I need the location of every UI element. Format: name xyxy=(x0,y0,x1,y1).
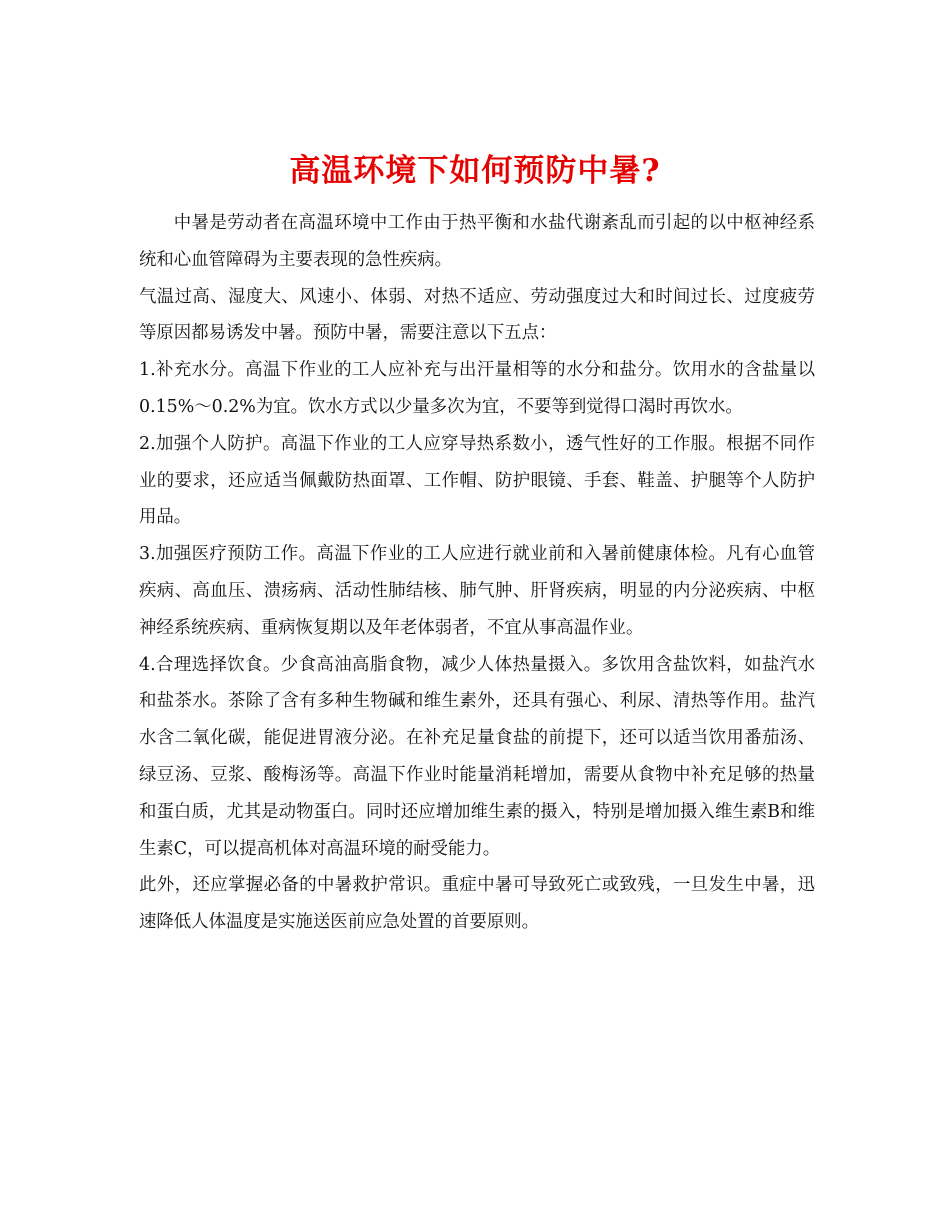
closing-paragraph: 此外，还应掌握必备的中暑救护常识。重症中暑可导致死亡或致残，一旦发生中暑，迅速降低人体温度是实施送医前应急处置的首要原则。 xyxy=(139,875,815,933)
point-1-paragraph: 1.补充水分。高温下作业的工人应补充与出汗量相等的水分和盐分。饮用水的含盐量以0.15%～0.2%为宜。饮水方式以少量多次为宜，不要等到觉得口渴时再饮水。 xyxy=(139,360,815,417)
intro-paragraph: 中暑是劳动者在高温环境中工作由于热平衡和水盐代谢紊乱而引起的以中枢神经系统和心血管障碍为主要表现的急性疾病。 xyxy=(139,213,815,270)
point-4-paragraph: 4.合理选择饮食。少食高油高脂食物，减少人体热量摄入。多饮用含盐饮料，如盐汽水和盐茶水。茶除了含有多种生物碱和维生素外，还具有强心、利尿、清热等作用。盐汽水含二氧化碳，能促进胃液分泌。在补充足量食盐的前提下，还可以适当饮用番茄汤、绿豆汤、豆浆、酸梅汤等。高温下作业时能量消耗增加，需要从食物中补充足够的热量和蛋白质，尤其是动物蛋白。同时还应增加维生素的摄入，特别是增加摄入维生素B和维生素C，可以提高机体对高温环境的耐受能力。 xyxy=(139,654,815,859)
causes-paragraph: 气温过高、湿度大、风速小、体弱、对热不适应、劳动强度过大和时间过长、过度疲劳等原因都易诱发中暑。预防中暑，需要注意以下五点： xyxy=(139,286,815,344)
document-body xyxy=(139,205,815,941)
point-3-paragraph: 3.加强医疗预防工作。高温下作业的工人应进行就业前和入暑前健康体检。凡有心血管疾病、高血压、溃疡病、活动性肺结核、肺气肿、肝肾疾病，明显的内分泌疾病、中枢神经系统疾病、重病恢复期以及年老体弱者，不宜从事高温作业。 xyxy=(139,544,815,638)
page-title: 高温环境下如何预防中暑? xyxy=(289,152,661,189)
point-2-paragraph: 2.加强个人防护。高温下作业的工人应穿导热系数小，透气性好的工作服。根据不同作业的要求，还应适当佩戴防热面罩、工作帽、防护眼镜、手套、鞋盖、护腿等个人防护用品。 xyxy=(139,433,815,528)
